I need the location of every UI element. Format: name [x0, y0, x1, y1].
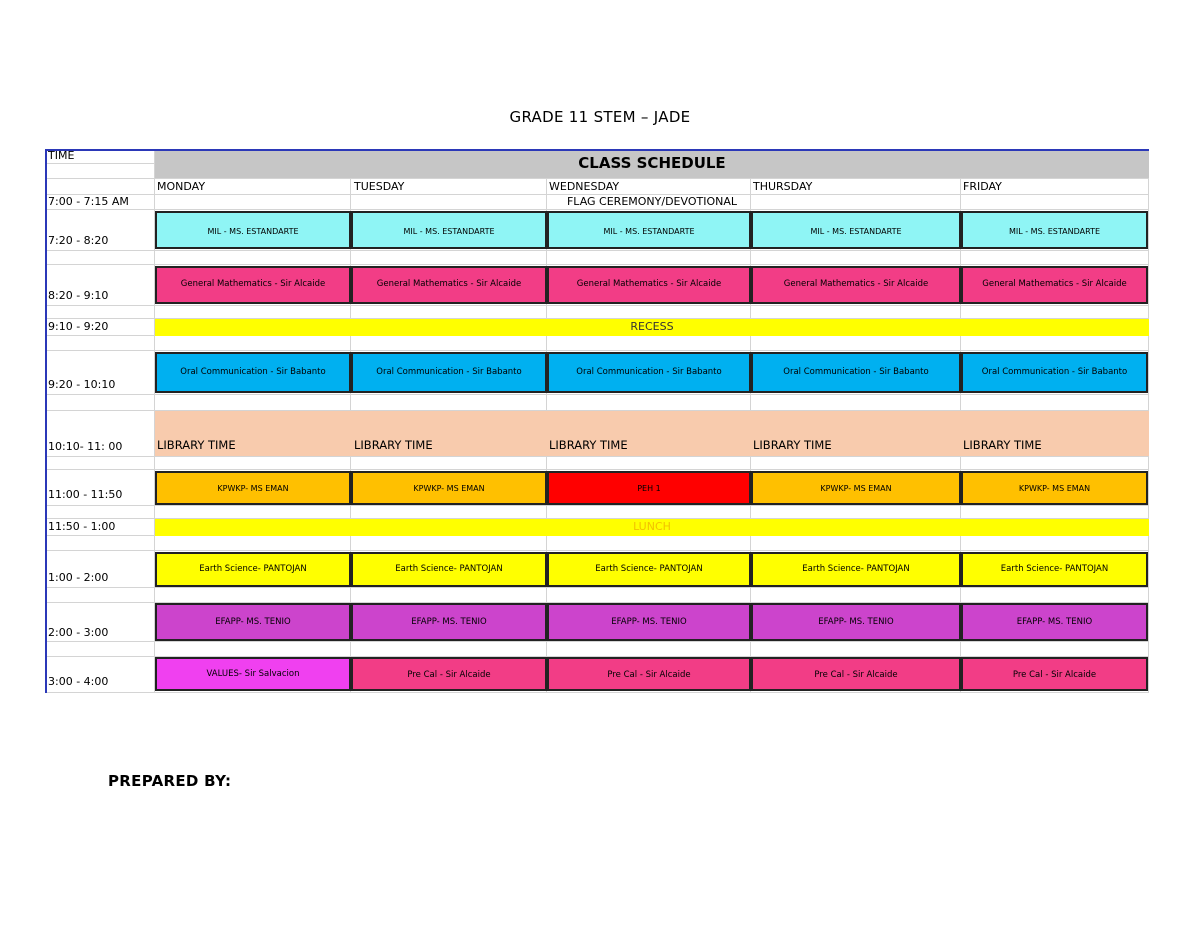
class-efapp-wednesday: EFAPP- MS. TENIO: [547, 603, 751, 641]
class-genmath-monday: General Mathematics - Sir Alcaide: [155, 266, 351, 304]
day-friday: FRIDAY: [963, 180, 1002, 193]
gridline: [46, 692, 1149, 693]
class-genmath-wednesday: General Mathematics - Sir Alcaide: [547, 266, 751, 304]
time-label: 9:10 - 9:20: [48, 320, 109, 333]
class-genmath-friday: General Mathematics - Sir Alcaide: [961, 266, 1148, 304]
day-tuesday: TUESDAY: [354, 180, 405, 193]
class-efapp-thursday: EFAPP- MS. TENIO: [751, 603, 961, 641]
time-label: 10:10- 11: 00: [48, 440, 123, 453]
class-precal-friday: Pre Cal - Sir Alcaide: [961, 657, 1148, 691]
library-monday: LIBRARY TIME: [157, 438, 236, 452]
day-wednesday: WEDNESDAY: [549, 180, 620, 193]
class-kpwkp-friday: KPWKP- MS EMAN: [961, 471, 1148, 505]
recess-banner: RECESS: [155, 319, 1149, 336]
gridline: [46, 587, 1149, 588]
class-oralcomm-wednesday: Oral Communication - Sir Babanto: [547, 352, 751, 393]
time-label: 7:00 - 7:15 AM: [48, 195, 129, 208]
time-column-header: TIME: [48, 149, 75, 162]
class-oralcomm-monday: Oral Communication - Sir Babanto: [155, 352, 351, 393]
class-mil-tuesday: MIL - MS. ESTANDARTE: [351, 211, 547, 249]
class-precal-thursday: Pre Cal - Sir Alcaide: [751, 657, 961, 691]
class-precal-tuesday: Pre Cal - Sir Alcaide: [351, 657, 547, 691]
flag-ceremony-banner: FLAG CEREMONY/DEVOTIONAL: [566, 195, 737, 208]
gridline: [46, 178, 1149, 179]
class-precal-wednesday: Pre Cal - Sir Alcaide: [547, 657, 751, 691]
time-label: 8:20 - 9:10: [48, 289, 109, 302]
gridline: [46, 550, 1149, 551]
day-thursday: THURSDAY: [753, 180, 813, 193]
class-kpwkp-thursday: KPWKP- MS EMAN: [751, 471, 961, 505]
class-earthsci-monday: Earth Science- PANTOJAN: [155, 552, 351, 587]
gridline: [46, 505, 1149, 506]
class-peh-wednesday: PEH 1: [547, 471, 751, 505]
class-genmath-thursday: General Mathematics - Sir Alcaide: [751, 266, 961, 304]
class-efapp-friday: EFAPP- MS. TENIO: [961, 603, 1148, 641]
time-label: 1:00 - 2:00: [48, 571, 109, 584]
time-label: 3:00 - 4:00: [48, 675, 109, 688]
library-friday: LIBRARY TIME: [963, 438, 1042, 452]
class-mil-friday: MIL - MS. ESTANDARTE: [961, 211, 1148, 249]
class-genmath-tuesday: General Mathematics - Sir Alcaide: [351, 266, 547, 304]
class-earthsci-tuesday: Earth Science- PANTOJAN: [351, 552, 547, 587]
day-monday: MONDAY: [157, 180, 206, 193]
class-efapp-monday: EFAPP- MS. TENIO: [155, 603, 351, 641]
time-label: 7:20 - 8:20: [48, 234, 109, 247]
class-mil-thursday: MIL - MS. ESTANDARTE: [751, 211, 961, 249]
time-label: 9:20 - 10:10: [48, 378, 116, 391]
library-tuesday: LIBRARY TIME: [354, 438, 433, 452]
class-mil-monday: MIL - MS. ESTANDARTE: [155, 211, 351, 249]
class-kpwkp-monday: KPWKP- MS EMAN: [155, 471, 351, 505]
class-earthsci-friday: Earth Science- PANTOJAN: [961, 552, 1148, 587]
document-title: GRADE 11 STEM – JADE: [509, 108, 691, 126]
schedule-header: CLASS SCHEDULE: [155, 151, 1149, 178]
gridline: [46, 641, 1149, 642]
gridline: [46, 305, 1149, 306]
gridline: [46, 209, 1149, 210]
gridline: [46, 350, 1149, 351]
class-earthsci-thursday: Earth Science- PANTOJAN: [751, 552, 961, 587]
lunch-banner: LUNCH: [155, 519, 1149, 536]
time-label: 11:00 - 11:50: [48, 488, 123, 501]
class-oralcomm-thursday: Oral Communication - Sir Babanto: [751, 352, 961, 393]
class-kpwkp-tuesday: KPWKP- MS EMAN: [351, 471, 547, 505]
class-oralcomm-tuesday: Oral Communication - Sir Babanto: [351, 352, 547, 393]
time-label: 11:50 - 1:00: [48, 520, 116, 533]
prepared-by-label: PREPARED BY:: [108, 772, 232, 790]
library-wednesday: LIBRARY TIME: [549, 438, 628, 452]
selection-border: [45, 149, 47, 693]
class-mil-wednesday: MIL - MS. ESTANDARTE: [547, 211, 751, 249]
library-thursday: LIBRARY TIME: [753, 438, 832, 452]
gridline: [46, 394, 1149, 395]
gridline: [46, 456, 1149, 457]
class-oralcomm-friday: Oral Communication - Sir Babanto: [961, 352, 1148, 393]
class-earthsci-wednesday: Earth Science- PANTOJAN: [547, 552, 751, 587]
class-efapp-tuesday: EFAPP- MS. TENIO: [351, 603, 547, 641]
class-values-monday: VALUES- Sir Salvacion: [155, 657, 351, 691]
gridline: [46, 250, 1149, 251]
time-label: 2:00 - 3:00: [48, 626, 109, 639]
gridline: [46, 469, 1149, 470]
gridline: [46, 264, 1149, 265]
